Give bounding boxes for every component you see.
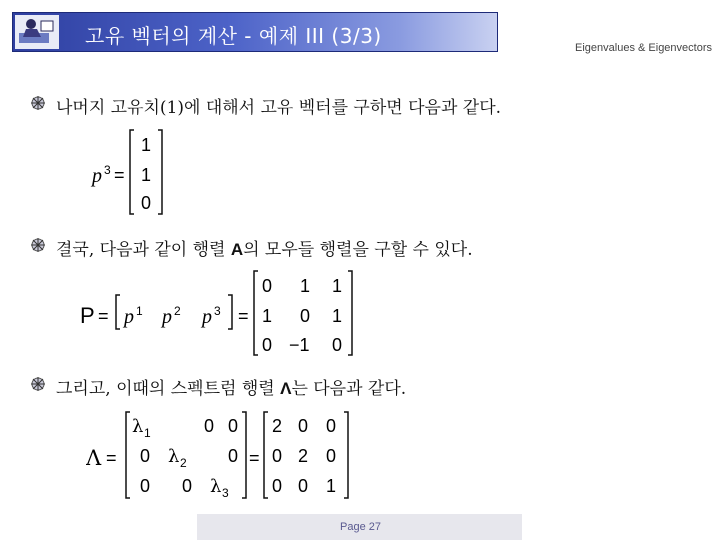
eq1-equals: = [114,165,125,185]
eq2-cell: 1 [332,306,343,326]
eq1-lhs: p [92,165,102,187]
eq3-num-cell: 2 [272,416,283,436]
eq3-equals-2: = [249,448,260,468]
eq3-cell: 0 [182,476,193,496]
eq3-right-bracket [242,412,246,498]
bullet-icon [30,95,46,111]
eq3-lhs: Λ [86,446,102,470]
bullet-1-text: 나머지 고유치(1)에 대해서 고유 벡터를 구하면 다음과 같다. [56,98,502,118]
eq1-right-bracket [158,130,162,214]
eq3-num-cell: 0 [298,416,309,436]
eq3-lambda-sub: 1 [144,426,151,440]
eq1-value: 0 [141,193,152,213]
eq1-value: 1 [141,165,152,185]
bullet-text-2 [56,235,473,260]
eq2-left-bracket [254,271,258,355]
eq2-lhs: P [80,303,95,328]
eq3-equals: = [106,448,117,468]
eq2-col-sup: 1 [136,304,143,318]
slide-subtitle: Eigenvalues & Eigenvectors [575,42,712,54]
eq3-lambda-sub: 2 [180,456,187,470]
eq2-cell: 0 [262,276,273,296]
bullet-2-symbol: A [230,240,244,259]
eq3-cell: 0 [140,476,151,496]
bullet-3-text-post: 는 다음과 같다. [291,379,407,399]
bullet-text-1 [56,93,501,118]
eq3-num-cell: 0 [326,416,337,436]
eq2-cell: 0 [300,306,311,326]
title-bar [12,12,498,52]
bullet-3-text-pre: 그리고, 이때의 스펙트럼 행렬 [56,379,281,399]
eq3-num-cell: 0 [298,476,309,496]
bullet-3-symbol: Λ [280,379,292,398]
eq2-cell: 1 [300,276,311,296]
bullet-icon [30,237,46,253]
eq2-inner-left-bracket [116,295,120,329]
eq-p3-vector [90,126,170,218]
eq2-cell: 1 [262,306,273,326]
eq3-num-cell: 0 [272,446,283,466]
eq3-cell: 0 [140,446,151,466]
bullet-text-3 [56,374,406,399]
eq2-col: p [124,306,134,328]
eq2-cell: 1 [332,276,343,296]
eq2-equals-2: = [238,306,249,326]
page-number: Page 27 [340,521,381,533]
eq2-col-sup: 2 [174,304,181,318]
eq3-lambda: λ [168,446,180,467]
eq2-cell: 0 [332,335,343,355]
eq2-cell: 0 [262,335,273,355]
slide-title: 고유 벡터의 계산 - 예제 III (3/3) [85,24,382,48]
eq2-cell: −1 [289,335,310,355]
eq3-lambda: λ [210,476,222,497]
eq2-inner-right-bracket [228,295,232,329]
eq1-left-bracket [130,130,134,214]
eq2-right-bracket [348,271,352,355]
eq2-equals: = [98,306,109,326]
presenter-logo-icon [15,15,59,49]
eq-p-matrix [78,267,358,359]
eq3-lambda-sub: 3 [222,486,229,500]
eq1-value: 1 [141,135,152,155]
eq3-cell: 0 [228,416,239,436]
eq2-col-sup: 3 [214,304,221,318]
bullet-2-text-post: 의 모우들 행렬을 구할 수 있다. [243,240,473,260]
eq3-num-left-bracket [264,412,268,498]
eq3-num-cell: 2 [298,446,309,466]
bullet-2-text-pre: 결국, 다음과 같이 행렬 [56,240,231,260]
eq-lambda-matrix [86,408,356,502]
eq3-num-cell: 1 [326,476,337,496]
eq1-lhs-sup: 3 [104,163,111,177]
eq3-cell: 0 [204,416,215,436]
eq3-num-right-bracket [344,412,348,498]
bullet-icon [30,376,46,392]
eq3-lambda: λ [132,416,144,437]
eq3-num-cell: 0 [272,476,283,496]
eq3-cell: 0 [228,446,239,466]
eq2-col: p [202,306,212,328]
eq3-num-cell: 0 [326,446,337,466]
eq2-col: p [162,306,172,328]
eq3-left-bracket [126,412,130,498]
